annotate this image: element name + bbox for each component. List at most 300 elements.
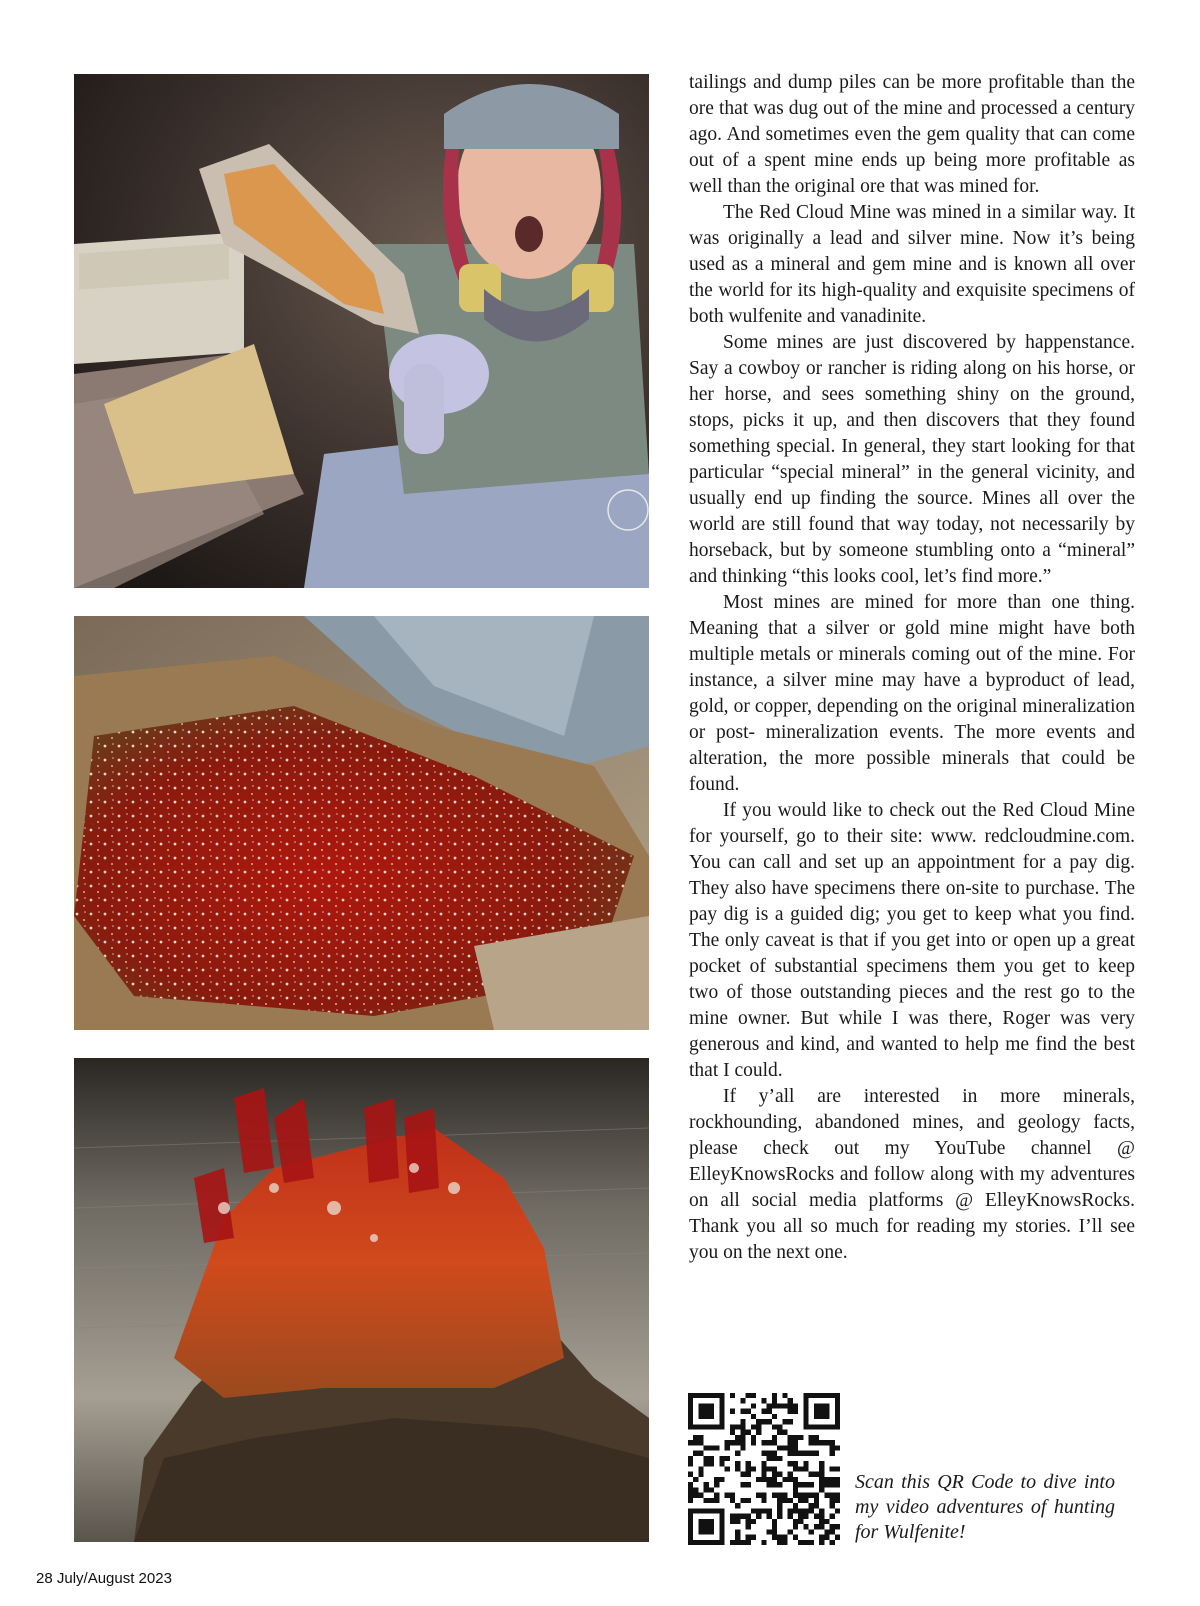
qr-module xyxy=(698,1440,703,1445)
qr-module xyxy=(793,1487,798,1492)
qr-module xyxy=(809,1540,814,1545)
qr-module xyxy=(814,1393,819,1398)
qr-module xyxy=(735,1540,740,1545)
qr-module xyxy=(693,1540,698,1545)
qr-module xyxy=(830,1482,835,1487)
qr-module xyxy=(793,1461,798,1466)
qr-module xyxy=(709,1524,714,1529)
qr-module xyxy=(714,1482,719,1487)
qr-module xyxy=(698,1529,703,1534)
qr-module xyxy=(814,1435,819,1440)
qr-module xyxy=(788,1445,793,1450)
qr-module xyxy=(782,1477,787,1482)
qr-module xyxy=(824,1477,829,1482)
qr-module xyxy=(793,1508,798,1513)
qr-module xyxy=(793,1445,798,1450)
qr-module xyxy=(688,1524,693,1529)
qr-module xyxy=(746,1519,751,1524)
qr-module xyxy=(767,1514,772,1519)
qr-module xyxy=(809,1393,814,1398)
qr-module xyxy=(730,1493,735,1498)
qr-module xyxy=(709,1424,714,1429)
qr-module xyxy=(688,1493,693,1498)
qr-module xyxy=(761,1466,766,1471)
qr-module xyxy=(803,1498,808,1503)
qr-module xyxy=(814,1409,819,1414)
qr-module xyxy=(704,1409,709,1414)
qr-module xyxy=(714,1393,719,1398)
qr-module xyxy=(688,1540,693,1545)
qr-module xyxy=(782,1445,787,1450)
qr-module xyxy=(704,1482,709,1487)
qr-code-icon[interactable] xyxy=(688,1393,840,1545)
qr-module xyxy=(835,1419,840,1424)
qr-module xyxy=(751,1414,756,1419)
qr-module xyxy=(693,1508,698,1513)
qr-module xyxy=(709,1409,714,1414)
qr-module xyxy=(746,1409,751,1414)
qr-module xyxy=(793,1503,798,1508)
qr-module xyxy=(809,1424,814,1429)
qr-module xyxy=(819,1519,824,1524)
qr-module xyxy=(788,1440,793,1445)
qr-module xyxy=(730,1440,735,1445)
qr-module xyxy=(777,1498,782,1503)
qr-module xyxy=(793,1535,798,1540)
qr-module xyxy=(772,1493,777,1498)
qr-module xyxy=(714,1540,719,1545)
qr-module xyxy=(740,1424,745,1429)
qr-module xyxy=(698,1466,703,1471)
qr-module xyxy=(835,1482,840,1487)
qr-module xyxy=(793,1451,798,1456)
qr-module xyxy=(767,1419,772,1424)
qr-module xyxy=(777,1503,782,1508)
qr-module xyxy=(735,1535,740,1540)
qr-module xyxy=(824,1403,829,1408)
qr-module xyxy=(767,1451,772,1456)
qr-module xyxy=(777,1508,782,1513)
qr-module xyxy=(793,1403,798,1408)
qr-module xyxy=(777,1514,782,1519)
qr-module xyxy=(756,1493,761,1498)
qr-module xyxy=(824,1393,829,1398)
qr-module xyxy=(830,1529,835,1534)
qr-module xyxy=(735,1529,740,1534)
qr-module xyxy=(688,1482,693,1487)
qr-module xyxy=(698,1540,703,1545)
qr-module xyxy=(819,1540,824,1545)
qr-module xyxy=(782,1498,787,1503)
qr-module xyxy=(819,1424,824,1429)
qr-module xyxy=(756,1514,761,1519)
qr-module xyxy=(709,1445,714,1450)
qr-module xyxy=(772,1403,777,1408)
qr-module xyxy=(751,1508,756,1513)
qr-module xyxy=(693,1487,698,1492)
qr-module xyxy=(688,1487,693,1492)
qr-module xyxy=(788,1498,793,1503)
qr-module xyxy=(746,1498,751,1503)
qr-module xyxy=(830,1445,835,1450)
qr-module xyxy=(814,1424,819,1429)
qr-module xyxy=(693,1477,698,1482)
qr-module xyxy=(693,1440,698,1445)
qr-module xyxy=(693,1435,698,1440)
qr-module xyxy=(824,1424,829,1429)
article-paragraph: tailings and dump piles can be more profitable than the ore that was dug out of the mine and processed a century ago. And sometimes even the gem quality that can come out of a spent mine ends up being more profitable as well than the original ore that was mined for. xyxy=(689,72,1135,197)
qr-module xyxy=(835,1409,840,1414)
qr-module xyxy=(746,1482,751,1487)
qr-module xyxy=(835,1393,840,1398)
qr-module xyxy=(809,1503,814,1508)
qr-module xyxy=(824,1493,829,1498)
qr-module xyxy=(830,1503,835,1508)
qr-module xyxy=(803,1424,808,1429)
qr-module xyxy=(819,1482,824,1487)
qr-module xyxy=(824,1482,829,1487)
qr-module xyxy=(704,1508,709,1513)
qr-module xyxy=(719,1535,724,1540)
qr-module xyxy=(698,1435,703,1440)
qr-module xyxy=(835,1424,840,1429)
qr-module xyxy=(730,1519,735,1524)
qr-module xyxy=(777,1472,782,1477)
qr-module xyxy=(698,1409,703,1414)
qr-module xyxy=(688,1440,693,1445)
qr-module xyxy=(719,1403,724,1408)
qr-module xyxy=(756,1508,761,1513)
qr-module xyxy=(730,1424,735,1429)
qr-module xyxy=(704,1529,709,1534)
qr-module xyxy=(730,1514,735,1519)
qr-module xyxy=(761,1440,766,1445)
qr-module xyxy=(735,1519,740,1524)
qr-module xyxy=(777,1482,782,1487)
qr-module xyxy=(698,1472,703,1477)
qr-module xyxy=(835,1403,840,1408)
qr-module xyxy=(772,1535,777,1540)
qr-module xyxy=(824,1535,829,1540)
qr-module xyxy=(740,1472,745,1477)
qr-module xyxy=(788,1419,793,1424)
qr-module xyxy=(772,1398,777,1403)
qr-module xyxy=(719,1419,724,1424)
qr-module xyxy=(709,1540,714,1545)
qr-module xyxy=(751,1435,756,1440)
qr-module xyxy=(688,1424,693,1429)
qr-module xyxy=(819,1477,824,1482)
qr-module xyxy=(809,1529,814,1534)
qr-module xyxy=(704,1414,709,1419)
qr-module xyxy=(740,1430,745,1435)
qr-module xyxy=(814,1524,819,1529)
qr-module xyxy=(698,1424,703,1429)
qr-module xyxy=(698,1451,703,1456)
qr-module xyxy=(761,1472,766,1477)
qr-module xyxy=(803,1419,808,1424)
qr-module xyxy=(761,1477,766,1482)
qr-module xyxy=(824,1519,829,1524)
qr-module xyxy=(835,1498,840,1503)
qr-module xyxy=(730,1540,735,1545)
qr-module xyxy=(793,1493,798,1498)
qr-module xyxy=(751,1424,756,1429)
qr-module xyxy=(709,1403,714,1408)
person-holding-wulfenite-rock-photo xyxy=(74,74,649,588)
qr-module xyxy=(782,1419,787,1424)
qr-module xyxy=(735,1514,740,1519)
qr-module xyxy=(809,1440,814,1445)
qr-module xyxy=(819,1524,824,1529)
qr-module xyxy=(814,1414,819,1419)
qr-module xyxy=(772,1451,777,1456)
qr-module xyxy=(767,1529,772,1534)
qr-module xyxy=(714,1477,719,1482)
qr-module xyxy=(688,1414,693,1419)
qr-module xyxy=(740,1440,745,1445)
qr-module xyxy=(761,1451,766,1456)
qr-module xyxy=(772,1529,777,1534)
qr-module xyxy=(767,1508,772,1513)
article-paragraph: Some mines are just discovered by happenstance. Say a cowboy or rancher is riding along on his horse, or her horse, and sees something shiny on the ground, stops, picks it up, and then discovers that they found something special. In general, they start looking for that particular “special mineral” in the general vicinity, and usually end up finding the source. Mines all over the world are still found that way today, not necessarily by horseback, but by someone stumbling onto a “mineral” and thinking “this looks cool, let’s find more.” xyxy=(689,332,1135,587)
qr-module xyxy=(830,1514,835,1519)
qr-module xyxy=(746,1514,751,1519)
qr-module xyxy=(719,1424,724,1429)
qr-module xyxy=(746,1466,751,1471)
qr-module xyxy=(714,1424,719,1429)
qr-module xyxy=(803,1451,808,1456)
qr-module xyxy=(688,1514,693,1519)
qr-module xyxy=(782,1430,787,1435)
qr-module xyxy=(725,1466,730,1471)
qr-module xyxy=(793,1435,798,1440)
qr-module xyxy=(740,1445,745,1450)
qr-module xyxy=(772,1424,777,1429)
qr-module xyxy=(809,1472,814,1477)
qr-module xyxy=(704,1540,709,1545)
qr-module xyxy=(740,1482,745,1487)
qr-module xyxy=(740,1419,745,1424)
qr-module xyxy=(767,1466,772,1471)
qr-module xyxy=(824,1440,829,1445)
qr-module xyxy=(688,1508,693,1513)
qr-module xyxy=(772,1472,777,1477)
qr-module xyxy=(698,1414,703,1419)
qr-module xyxy=(704,1524,709,1529)
qr-module xyxy=(782,1493,787,1498)
qr-module xyxy=(830,1393,835,1398)
qr-module xyxy=(719,1508,724,1513)
qr-module xyxy=(746,1540,751,1545)
qr-module xyxy=(819,1535,824,1540)
qr-module xyxy=(767,1482,772,1487)
qr-module xyxy=(814,1498,819,1503)
qr-module xyxy=(740,1398,745,1403)
qr-module xyxy=(688,1535,693,1540)
qr-module xyxy=(719,1519,724,1524)
qr-module xyxy=(704,1461,709,1466)
qr-module xyxy=(709,1529,714,1534)
qr-module xyxy=(767,1456,772,1461)
qr-module xyxy=(819,1472,824,1477)
qr-module xyxy=(761,1508,766,1513)
qr-module xyxy=(756,1477,761,1482)
red-vanadinite-crystal-cluster-photo xyxy=(74,616,649,1030)
qr-module xyxy=(688,1461,693,1466)
qr-module xyxy=(688,1456,693,1461)
qr-module xyxy=(819,1461,824,1466)
qr-module xyxy=(803,1398,808,1403)
qr-module xyxy=(693,1493,698,1498)
qr-module xyxy=(835,1398,840,1403)
qr-module xyxy=(693,1451,698,1456)
qr-module xyxy=(735,1440,740,1445)
qr-module xyxy=(704,1498,709,1503)
qr-module xyxy=(735,1466,740,1471)
qr-module xyxy=(803,1540,808,1545)
qr-module xyxy=(788,1403,793,1408)
page-footer: 28 July/August 2023 xyxy=(36,1570,172,1587)
qr-module xyxy=(772,1456,777,1461)
qr-module xyxy=(709,1487,714,1492)
qr-module xyxy=(725,1445,730,1450)
qr-module xyxy=(830,1440,835,1445)
qr-module xyxy=(704,1403,709,1408)
qr-module xyxy=(772,1393,777,1398)
qr-module xyxy=(688,1393,693,1398)
qr-module xyxy=(719,1409,724,1414)
qr-module xyxy=(730,1393,735,1398)
article-paragraph: The Red Cloud Mine was mined in a similar way. It was originally a lead and silver mine. Now it’s being used as a mineral and gem mine and is known all over the world for its high-quality and exquisite specimens of both wulfenite and vanadinite. xyxy=(689,202,1135,327)
qr-module xyxy=(788,1529,793,1534)
qr-module xyxy=(719,1398,724,1403)
qr-module xyxy=(767,1477,772,1482)
qr-module xyxy=(803,1482,808,1487)
qr-module xyxy=(725,1493,730,1498)
qr-module xyxy=(746,1524,751,1529)
qr-module xyxy=(803,1403,808,1408)
qr-module xyxy=(819,1393,824,1398)
qr-module xyxy=(772,1414,777,1419)
qr-module xyxy=(740,1435,745,1440)
qr-module xyxy=(814,1451,819,1456)
qr-module xyxy=(735,1424,740,1429)
qr-module xyxy=(719,1540,724,1545)
qr-module xyxy=(709,1461,714,1466)
qr-module xyxy=(772,1435,777,1440)
qr-module xyxy=(809,1482,814,1487)
qr-module xyxy=(688,1398,693,1403)
qr-module xyxy=(803,1493,808,1498)
qr-module xyxy=(740,1498,745,1503)
qr-module xyxy=(772,1440,777,1445)
qr-module xyxy=(746,1393,751,1398)
qr-module xyxy=(798,1508,803,1513)
qr-module xyxy=(798,1482,803,1487)
qr-module xyxy=(698,1403,703,1408)
qr-module xyxy=(688,1498,693,1503)
qr-module xyxy=(709,1456,714,1461)
qr-module xyxy=(725,1440,730,1445)
qr-module xyxy=(798,1514,803,1519)
qr-module xyxy=(761,1398,766,1403)
qr-caption: Scan this QR Code to dive into my video adventures of hunting for Wulfenite! xyxy=(855,1471,1115,1543)
qr-module xyxy=(777,1430,782,1435)
qr-module xyxy=(756,1424,761,1429)
qr-module xyxy=(788,1398,793,1403)
qr-module xyxy=(746,1430,751,1435)
qr-module xyxy=(746,1535,751,1540)
qr-module xyxy=(835,1493,840,1498)
qr-module xyxy=(751,1535,756,1540)
qr-module xyxy=(788,1435,793,1440)
qr-module xyxy=(751,1440,756,1445)
qr-module xyxy=(735,1435,740,1440)
qr-module xyxy=(835,1466,840,1471)
qr-module xyxy=(788,1477,793,1482)
qr-module xyxy=(830,1477,835,1482)
qr-module xyxy=(824,1409,829,1414)
qr-module xyxy=(793,1482,798,1487)
qr-module xyxy=(830,1498,835,1503)
qr-module xyxy=(782,1393,787,1398)
qr-module xyxy=(740,1514,745,1519)
qr-module xyxy=(788,1472,793,1477)
qr-module xyxy=(830,1424,835,1429)
qr-module xyxy=(819,1466,824,1471)
qr-module xyxy=(777,1540,782,1545)
qr-module xyxy=(709,1393,714,1398)
qr-module xyxy=(704,1519,709,1524)
qr-module xyxy=(698,1519,703,1524)
qr-module xyxy=(725,1456,730,1461)
qr-module xyxy=(798,1435,803,1440)
qr-module xyxy=(830,1451,835,1456)
qr-module xyxy=(803,1409,808,1414)
qr-module xyxy=(782,1540,787,1545)
qr-module xyxy=(730,1430,735,1435)
qr-module xyxy=(798,1540,803,1545)
article-paragraph: Most mines are mined for more than one thing. Meaning that a silver or gold mine might have both multiple metals or minerals coming out of the mine. For instance, a silver mine may have a byproduct of lead, gold, or copper, depending on the original mineralization or post- mineralization events. The more events and alteration, the more possible minerals that could be found. xyxy=(689,592,1135,795)
qr-module xyxy=(830,1466,835,1471)
qr-module xyxy=(719,1461,724,1466)
qr-module xyxy=(719,1514,724,1519)
qr-module xyxy=(751,1466,756,1471)
qr-module xyxy=(719,1524,724,1529)
qr-module xyxy=(772,1482,777,1487)
qr-module xyxy=(704,1456,709,1461)
qr-module xyxy=(751,1393,756,1398)
qr-module xyxy=(788,1461,793,1466)
qr-module xyxy=(709,1508,714,1513)
qr-module xyxy=(835,1524,840,1529)
qr-module xyxy=(704,1487,709,1492)
qr-module xyxy=(809,1508,814,1513)
qr-module xyxy=(740,1409,745,1414)
qr-module xyxy=(719,1393,724,1398)
qr-module xyxy=(798,1451,803,1456)
qr-module xyxy=(761,1419,766,1424)
qr-module xyxy=(793,1519,798,1524)
qr-module xyxy=(819,1508,824,1513)
qr-module xyxy=(746,1461,751,1466)
qr-module xyxy=(809,1451,814,1456)
qr-module xyxy=(761,1493,766,1498)
qr-module xyxy=(814,1472,819,1477)
qr-module xyxy=(767,1440,772,1445)
qr-module xyxy=(688,1472,693,1477)
